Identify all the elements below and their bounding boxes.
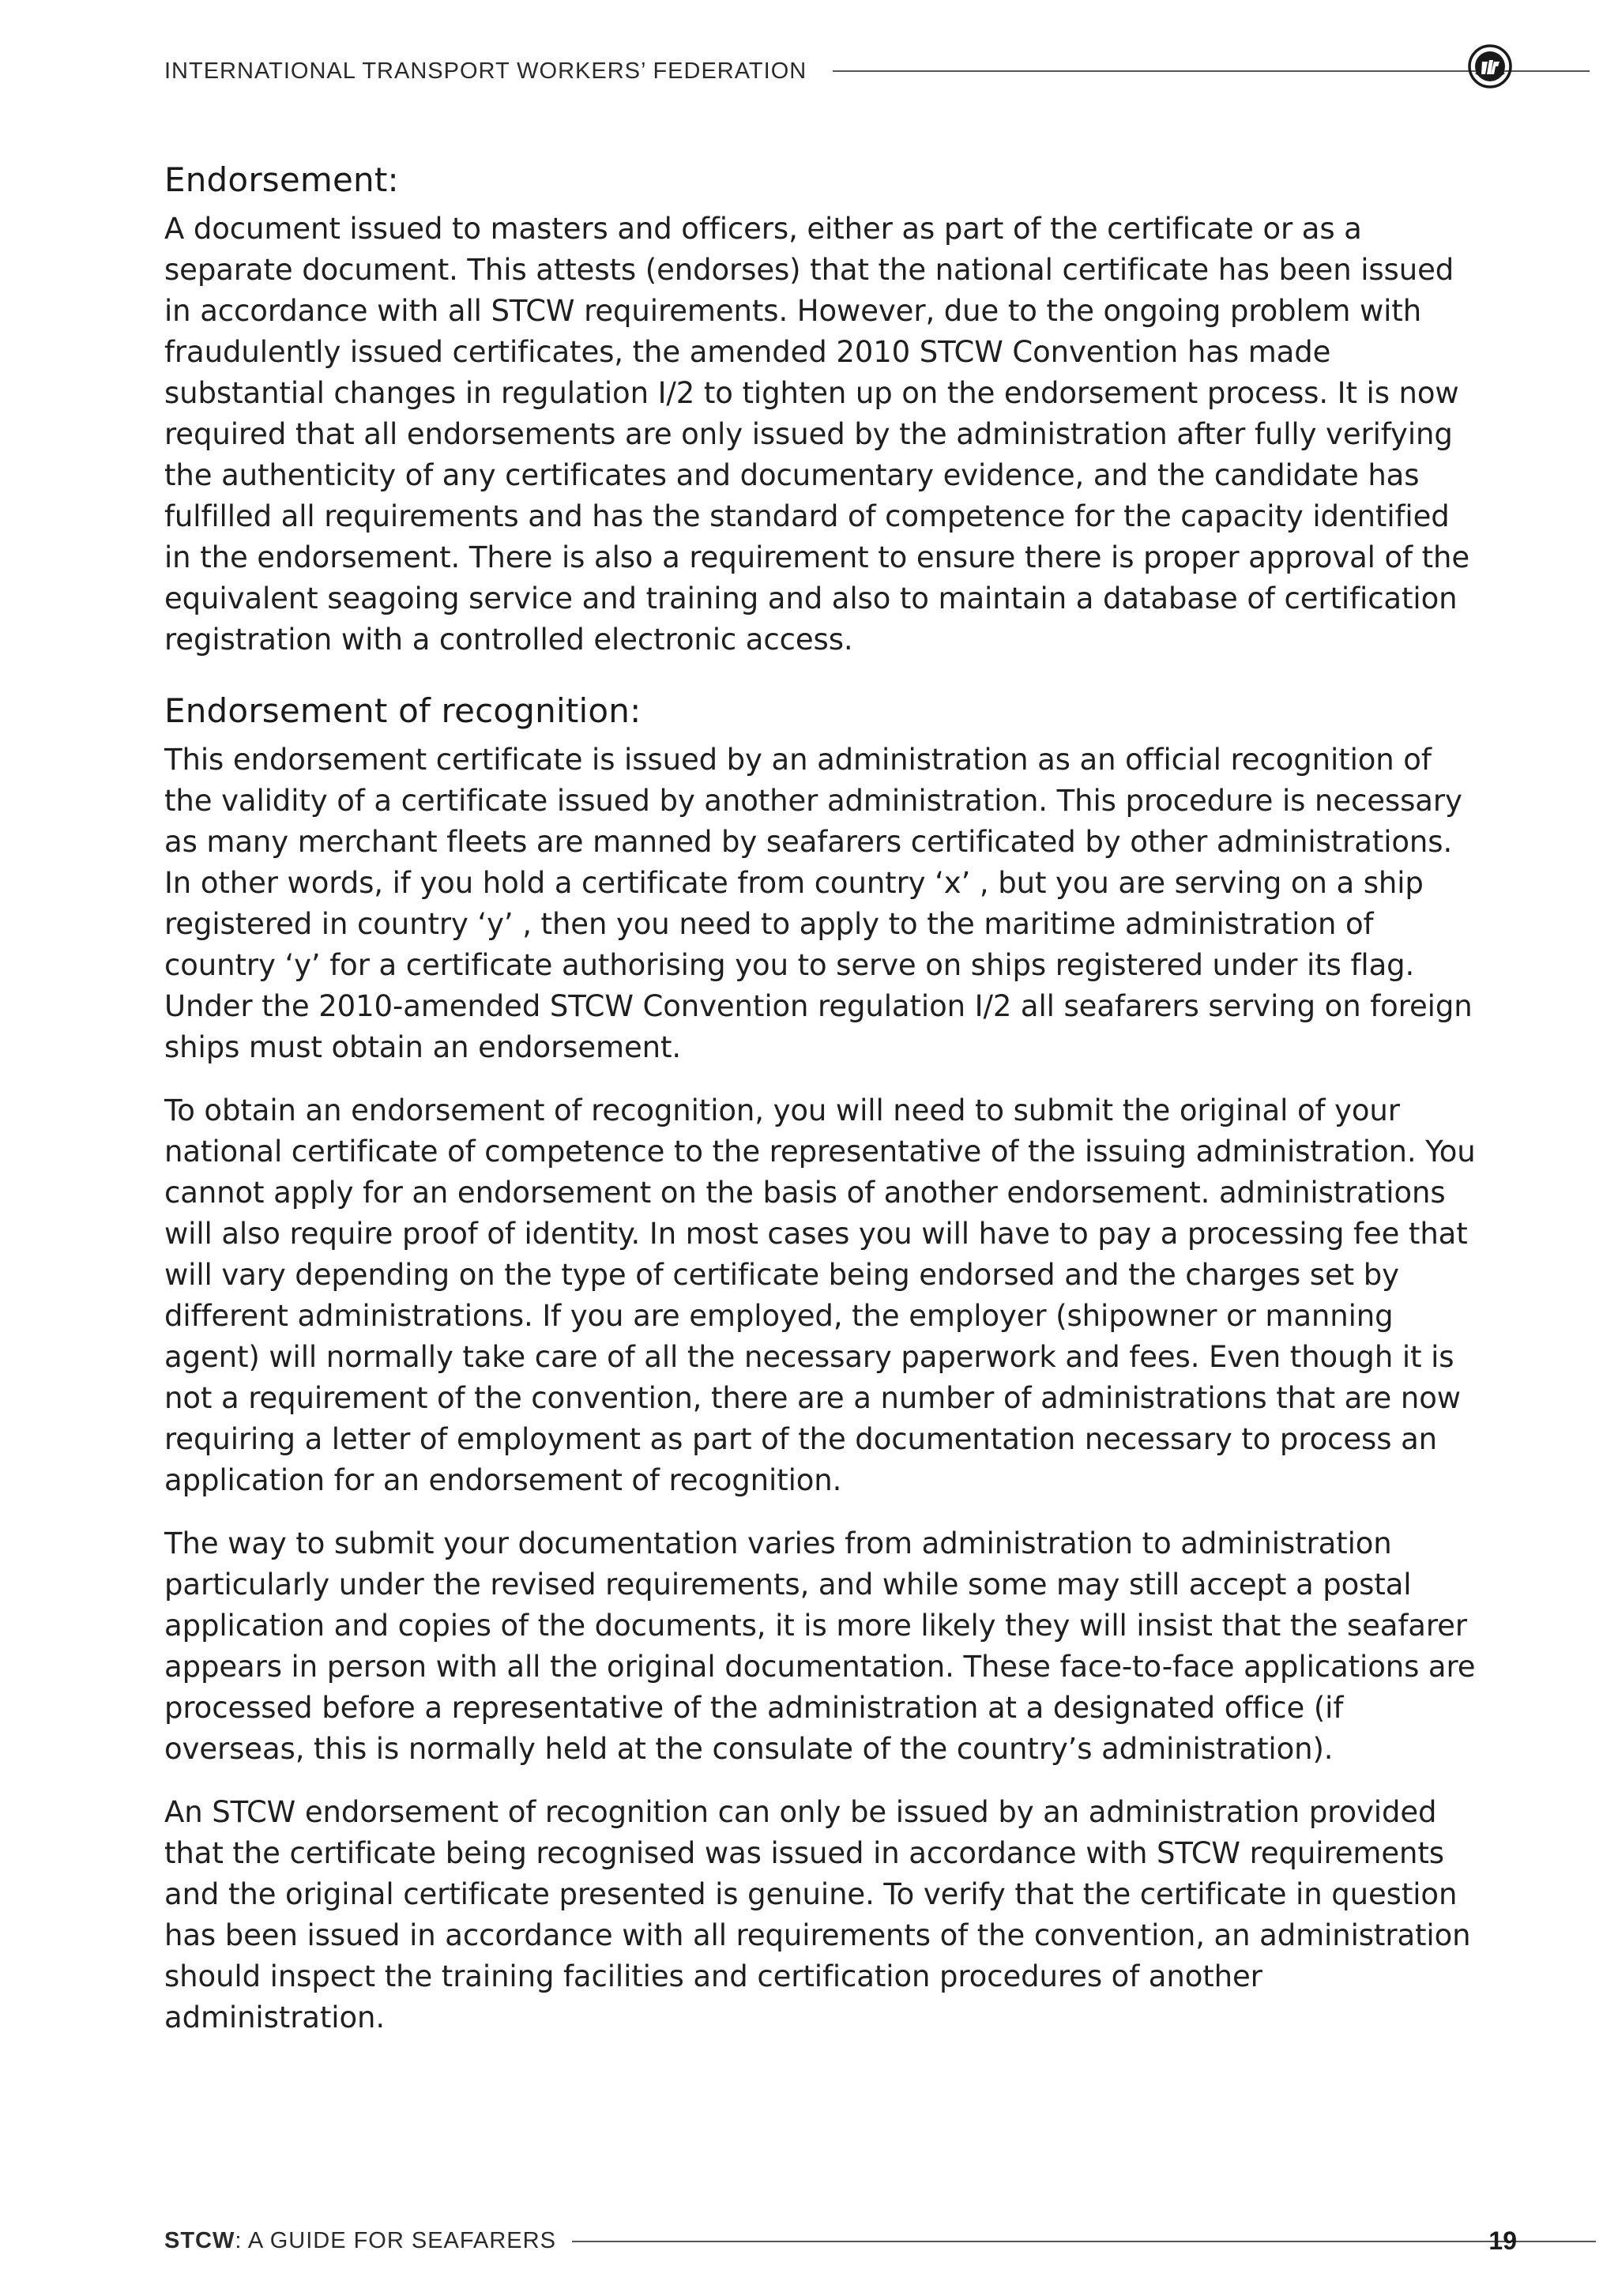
- page-footer: [164, 2225, 1517, 2256]
- publication-title: [164, 2225, 556, 2256]
- page-header: [164, 55, 1517, 87]
- page-number: 19: [1488, 2226, 1517, 2255]
- paragraph: This endorsement certificate is issued by an administration as an official recognition of the validity of a certificate issued by another administration. This procedure is necessary as many merchant fleets are manned by seafarers certificated by other administrations. In other words, if you hold a certificate from country ‘x’ , but you are serving on a ship registered in country ‘y’ , then you need to apply to the maritime administration of country ‘y’ for a certificate authorising you to serve on ships registered under its flag. Under the 2010-amended STCW Convention regulation I/2 all seafarers serving on foreign ships must obtain an endorsement.: [164, 743, 1473, 1064]
- paragraph: An STCW endorsement of recognition can only be issued by an administration provided that the certificate being recognised was issued in accordance with STCW requirements and the original certificate presented is genuine. To verify that the certificate in question has been issued in accordance with all requirements of the convention, an administration should inspect the training facilities and certification procedures of another administration.: [164, 1795, 1471, 2034]
- organization-name: INTERNATIONAL TRANSPORT WORKERS’ FEDERATION: [164, 58, 807, 84]
- publication-title-bold: STCW: [164, 2228, 235, 2253]
- section-heading: Endorsement of recognition:: [164, 691, 642, 730]
- section-heading: Endorsement:: [164, 160, 399, 199]
- publication-title-rest: : A GUIDE FOR SEAFARERS: [235, 2228, 556, 2253]
- itf-logo-icon: [1466, 43, 1514, 90]
- section-endorsement-of-recognition: [164, 687, 1476, 2038]
- paragraph: A document issued to masters and officers, either as part of the certificate or as a separate document. This attests (endorses) that the national certificate has been issued in accordance with all STCW requirements. However, due to the ongoing problem with fraudulently issued certificates, the amended 2010 STCW Convention has made substantial changes in regulation I/2 to tighten up on the endorsement process. It is now required that all endorsements are only issued by the administration after fully verifying the authenticity of any certificates and documentary evidence, and the candidate has fulfilled all requirements and has the standard of competence for the capacity identified in the endorsement. There is also a requirement to ensure there is proper approval of the equivalent seagoing service and training and also to maintain a database of certification registration with a controlled electronic access.: [164, 212, 1470, 657]
- paragraph: To obtain an endorsement of recognition, you will need to submit the original of your national certificate of competence to the representative of the issuing administration. You cannot apply for an endorsement on the basis of another endorsement. administrations will also require proof of identity. In most cases you will have to pay a processing fee that will vary depending on the type of certificate being endorsed and the charges set by different administrations. If you are employed, the employer (shipowner or manning agent) will normally take care of all the necessary paperwork and fees. Even though it is not a requirement of the convention, there are a number of administrations that are now requiring a letter of employment as part of the documentation necessary to process an application for an endorsement of recognition.: [164, 1093, 1476, 1497]
- paragraph: The way to submit your documentation varies from administration to administration particularly under the revised requirements, and while some may still accept a postal application and copies of the documents, it is more likely they will insist that the seafarer appears in person with all the original documentation. These face-to-face applications are processed before a representative of the administration at a designated office (if overseas, this is normally held at the consulate of the country’s administration).: [164, 1526, 1476, 1766]
- document-body: [164, 156, 1476, 2038]
- footer-divider: [572, 2241, 1596, 2242]
- section-endorsement: [164, 156, 1476, 661]
